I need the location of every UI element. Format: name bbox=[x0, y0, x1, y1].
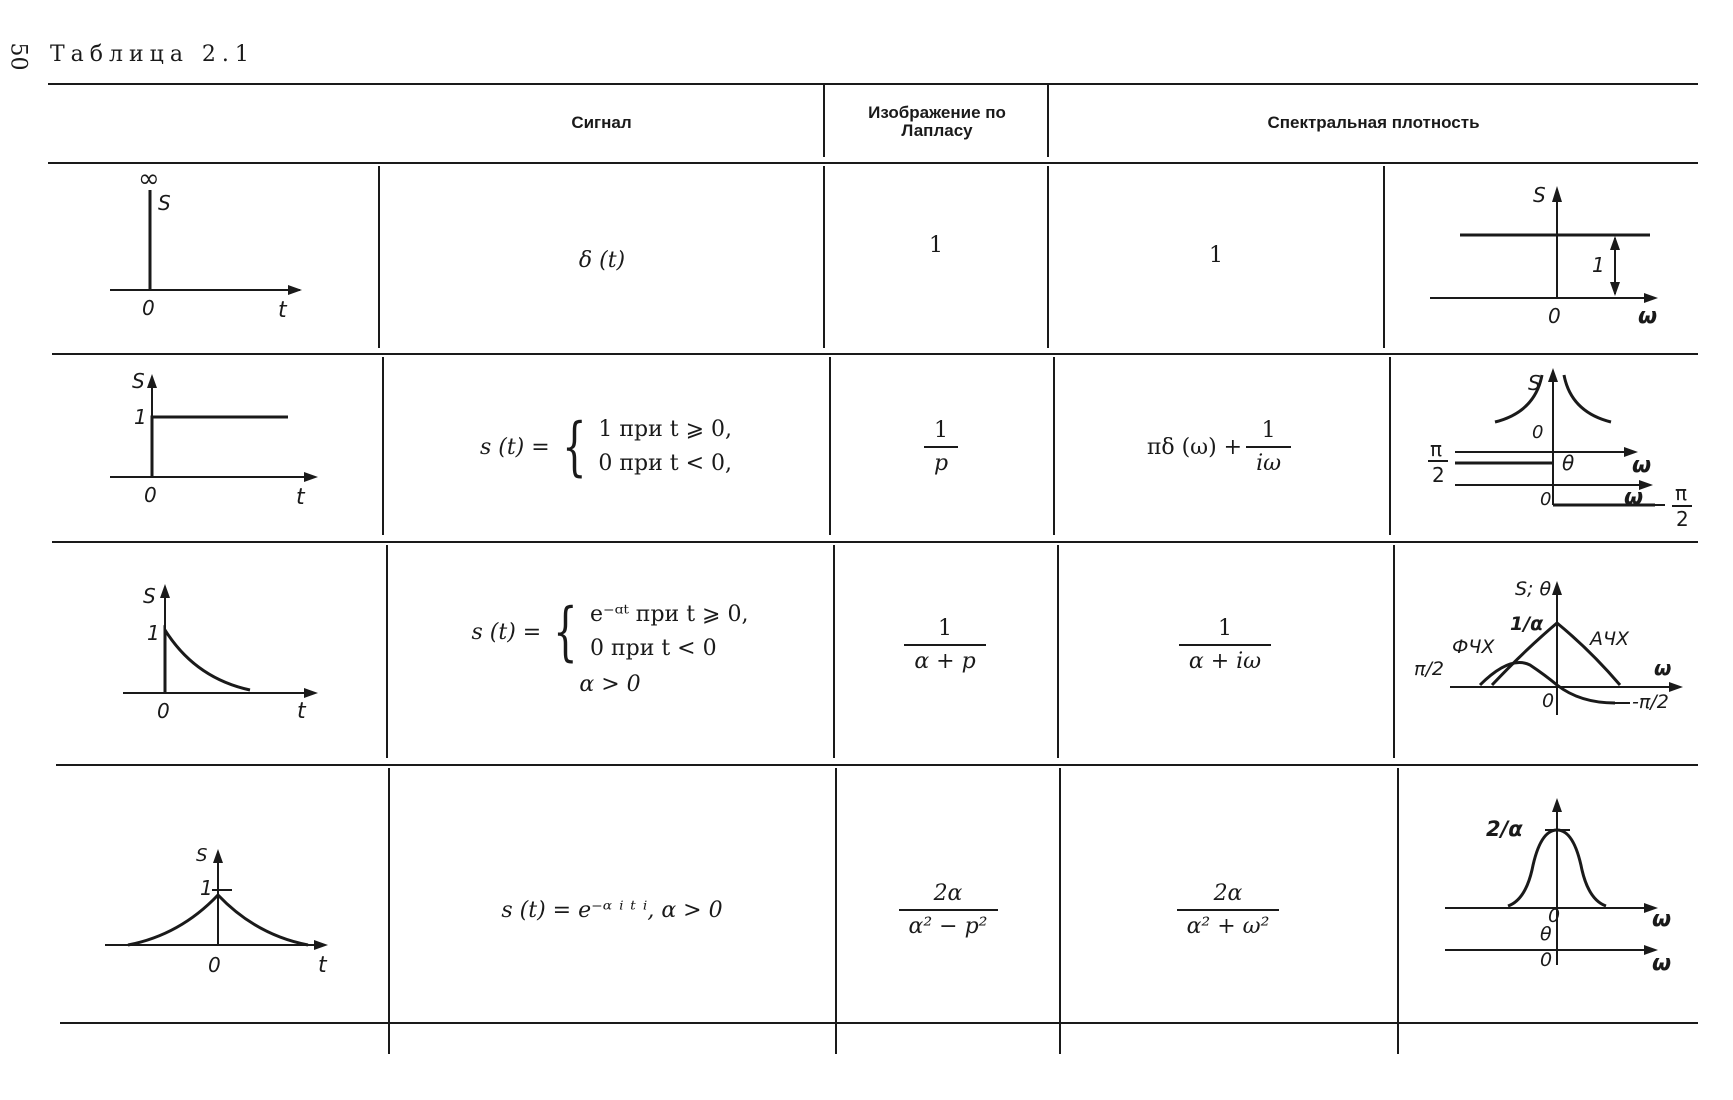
spectral-graph-delta bbox=[1410, 180, 1680, 340]
rule-row3 bbox=[56, 764, 1698, 766]
spec-label-zero-top: 0 bbox=[1532, 422, 1544, 443]
graph-label-t: t bbox=[296, 485, 305, 510]
page-number: 50 bbox=[5, 42, 31, 71]
spectral-step bbox=[1055, 362, 1387, 532]
rule-bottom bbox=[60, 1022, 1698, 1024]
rule-col-4 bbox=[1397, 768, 1399, 1054]
rule-col-3 bbox=[1047, 166, 1049, 348]
spec-label-fch: ФЧХ bbox=[1452, 636, 1495, 658]
spec-label-omega: ω bbox=[1638, 304, 1658, 329]
spec-label-pi: π bbox=[1430, 437, 1443, 461]
spectral-exp-num: 1 bbox=[1217, 616, 1232, 641]
graph-label-origin: 0 bbox=[144, 483, 157, 507]
spectral-delta: 1 bbox=[1209, 242, 1223, 268]
graph-label-s: S bbox=[196, 845, 208, 866]
spectral-step-den: iω bbox=[1246, 446, 1291, 476]
signal-exp-condition: α > 0 bbox=[579, 672, 641, 697]
spec-label-origin2: 0 bbox=[1540, 949, 1553, 971]
spec-label-two-alpha: 2/α bbox=[1486, 817, 1523, 841]
spectral-two-sided-num: 2α bbox=[1213, 881, 1243, 906]
spectral-graph-step bbox=[1410, 360, 1700, 535]
rule-col-1 bbox=[386, 545, 388, 758]
spectral-step-num: 1 bbox=[1261, 418, 1276, 443]
signal-graph-delta bbox=[100, 165, 360, 325]
spec-label-omega2: ω bbox=[1624, 485, 1644, 510]
signal-delta: δ (t) bbox=[578, 247, 626, 273]
spectral-step-pre: πδ (ω) + bbox=[1146, 434, 1243, 460]
graph-label-one: 1 bbox=[134, 405, 147, 429]
laplace-delta: 1 bbox=[929, 232, 943, 258]
spec-label-s-theta: S; θ bbox=[1515, 578, 1552, 600]
rule-row1 bbox=[52, 353, 1698, 355]
graph-label-origin: 0 bbox=[208, 953, 221, 977]
rule-col-1 bbox=[382, 357, 384, 535]
signal-exp-case1: e⁻ᵅᵗ при t ⩾ 0, bbox=[589, 602, 749, 627]
rule-col-2 bbox=[823, 166, 825, 348]
signal-step-case1: 1 при t ⩾ 0, bbox=[598, 417, 733, 442]
laplace-exp-num: 1 bbox=[937, 616, 952, 641]
graph-label-origin: 0 bbox=[157, 699, 170, 723]
rule-row2 bbox=[52, 541, 1698, 543]
spec-label-theta: θ bbox=[1562, 451, 1575, 475]
spec-label-zero-bottom: 0 bbox=[1540, 489, 1552, 510]
spec-label-omega: ω bbox=[1652, 907, 1672, 932]
spec-label-minus-pi: π bbox=[1675, 481, 1688, 505]
signal-exp-lhs: s (t) = bbox=[471, 619, 542, 645]
rule-header bbox=[48, 162, 1698, 164]
signal-step-lhs: s (t) = bbox=[479, 434, 550, 460]
spectral-graph-exp bbox=[1410, 575, 1700, 725]
signal-exp-case2: 0 при t < 0 bbox=[589, 636, 717, 661]
spectral-two-sided-den: α² + ω² bbox=[1177, 909, 1280, 939]
graph-label-t: t bbox=[318, 953, 327, 978]
spec-label-inv-alpha: 1/α bbox=[1510, 613, 1544, 635]
rule-col-4 bbox=[1393, 545, 1395, 758]
spec-label-one: 1 bbox=[1592, 253, 1605, 277]
spec-label-origin: 0 bbox=[1542, 690, 1555, 712]
spec-label-s: S bbox=[1533, 183, 1546, 207]
signal-two-sided-exp: s (t) = e⁻ᵅ ⁱ ᵗ ⁱ, α > 0 bbox=[501, 897, 723, 923]
header-signal: Сигнал bbox=[571, 113, 632, 132]
signal-graph-step bbox=[100, 360, 360, 520]
graph-label-origin: 0 bbox=[142, 296, 155, 320]
rule-col-1 bbox=[388, 768, 390, 1054]
laplace-step-num: 1 bbox=[934, 418, 948, 443]
graph-label-s: S bbox=[132, 369, 145, 393]
rule-col-1 bbox=[378, 166, 380, 348]
rule-col-laplace-head bbox=[823, 85, 825, 157]
spec-label-two: 2 bbox=[1432, 463, 1445, 487]
signal-exp: s (t) = { e⁻ᵅᵗ при t ⩾ 0, 0 при t < 0 α > 0 bbox=[471, 595, 749, 697]
rule-col-4 bbox=[1383, 166, 1385, 348]
spec-label-theta: θ bbox=[1540, 923, 1552, 945]
laplace-exp-den: α + p bbox=[904, 644, 985, 674]
laplace-exp bbox=[835, 560, 1055, 730]
signal-graph-exp bbox=[115, 578, 355, 728]
laplace-two-sided-den: α² − p² bbox=[899, 909, 998, 939]
graph-label-one: 1 bbox=[200, 876, 213, 900]
header-laplace: Изображение по Лапласу bbox=[868, 103, 1006, 140]
graph-label-s: S bbox=[143, 584, 156, 608]
spec-label-origin: 0 bbox=[1548, 304, 1561, 328]
spec-label-origin: 0 bbox=[1548, 905, 1561, 927]
laplace-two-sided-num: 2α bbox=[933, 881, 963, 906]
spec-label-minus-two: 2 bbox=[1676, 507, 1689, 531]
spectral-exp bbox=[1059, 560, 1391, 730]
graph-label-one: 1 bbox=[147, 621, 160, 645]
spec-label-ach: АЧХ bbox=[1590, 628, 1630, 650]
spectral-two-sided-exp bbox=[1061, 810, 1395, 1010]
laplace-step bbox=[831, 362, 1051, 532]
signal-step-case2: 0 при t < 0, bbox=[598, 451, 733, 476]
graph-label-infinity: ∞ bbox=[138, 165, 160, 194]
graph-label-t: t bbox=[297, 699, 306, 724]
spectral-exp-den: α + iω bbox=[1179, 644, 1271, 674]
spec-label-omega: ω bbox=[1654, 656, 1672, 680]
table-caption: Таблица 2.1 bbox=[50, 42, 255, 67]
header-spectral: Спектральная плотность bbox=[1267, 113, 1480, 132]
spec-label-minus-pi2: -π/2 bbox=[1632, 691, 1669, 713]
rule-col-4 bbox=[1389, 357, 1391, 535]
spectral-graph-two-sided-exp bbox=[1430, 790, 1700, 980]
signal-graph-two-sided-exp bbox=[100, 845, 360, 980]
graph-label-t: t bbox=[278, 298, 287, 323]
spec-label-omega2: ω bbox=[1652, 951, 1672, 976]
spec-label-s: S bbox=[1528, 371, 1541, 395]
laplace-step-den: p bbox=[924, 446, 958, 476]
spec-label-omega: ω bbox=[1632, 453, 1652, 478]
laplace-two-sided-exp bbox=[837, 810, 1059, 1010]
signal-step: s (t) = { 1 при t ⩾ 0, 0 при t < 0, bbox=[479, 410, 733, 484]
graph-label-s: S bbox=[158, 191, 171, 215]
spec-label-pi2: π/2 bbox=[1414, 658, 1444, 680]
